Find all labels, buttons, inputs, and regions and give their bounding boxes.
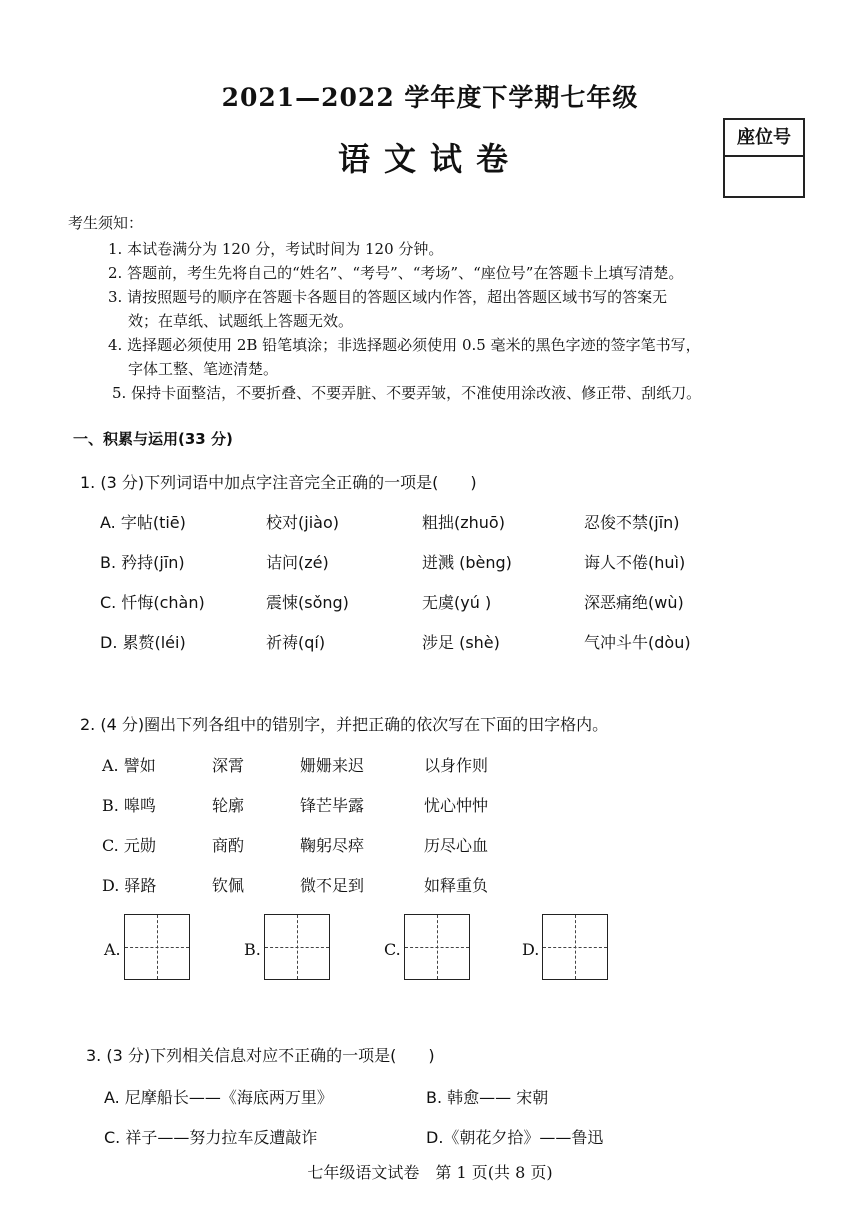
q1-option-d-word-4: 气冲斗牛(dòu) bbox=[584, 633, 691, 652]
q3-option-d: D.《朝花夕拾》——鲁迅 bbox=[426, 1128, 604, 1147]
q2-option-b-word-2: 轮廓 bbox=[212, 796, 245, 815]
question-2-stem: 2. (4 分)圈出下列各组中的错别字，并把正确的依次写在下面的田字格内。 bbox=[80, 715, 609, 734]
exam-title-year: 2021—2022 学年度下学期七年级 bbox=[221, 83, 639, 112]
q2-option-d-word-1: D. 驿路 bbox=[102, 876, 157, 895]
notice-title: 考生须知： bbox=[68, 214, 144, 232]
q1-option-b-word-2: 诘问(zé) bbox=[266, 553, 329, 572]
page-footer: 七年级语文试卷 第 1 页(共 8 页) bbox=[307, 1163, 553, 1182]
notice-item: 3. 请按照题号的顺序在答题卡各题目的答题区域内作答，超出答题区域书写的答案无 bbox=[108, 288, 668, 306]
q2-option-d-word-3: 微不足到 bbox=[300, 876, 365, 895]
question-3-stem: 3. (3 分)下列相关信息对应不正确的一项是( ) bbox=[86, 1046, 435, 1065]
q2-option-c-word-3: 鞠躬尽瘁 bbox=[300, 836, 365, 855]
q1-option-d-word-3: 涉足 (shè) bbox=[422, 633, 500, 652]
q1-option-a-word-3: 粗拙(zhuō) bbox=[422, 513, 505, 532]
grid-label-a: A. bbox=[104, 940, 121, 959]
tianzi-grid-b[interactable] bbox=[264, 914, 330, 980]
q2-option-d-word-2: 钦佩 bbox=[212, 876, 245, 895]
q3-option-a: A. 尼摩船长——《海底两万里》 bbox=[104, 1088, 333, 1107]
q2-option-b-word-4: 忧心忡忡 bbox=[424, 796, 489, 815]
notice-item: 1. 本试卷满分为 120 分，考试时间为 120 分钟。 bbox=[108, 240, 444, 258]
q3-option-c: C. 祥子——努力拉车反遭敲诈 bbox=[104, 1128, 318, 1147]
q2-option-a-word-4: 以身作则 bbox=[424, 756, 489, 775]
tianzi-grid-d[interactable] bbox=[542, 914, 608, 980]
q1-option-b-word-4: 诲人不倦(huì) bbox=[584, 553, 686, 572]
q1-option-a-word-1: A. 字帖(tiē) bbox=[100, 513, 186, 532]
exam-title-subject: 语文试卷 bbox=[337, 140, 522, 178]
question-1-stem: 1. (3 分)下列词语中加点字注音完全正确的一项是( ) bbox=[80, 473, 477, 492]
notice-item: 2. 答题前，考生先将自己的“姓名”、“考号”、“考场”、“座位号”在答题卡上填写清楚。 bbox=[108, 264, 684, 282]
tianzi-grid-a[interactable] bbox=[124, 914, 190, 980]
grid-label-b: B. bbox=[244, 940, 261, 959]
notice-item: 4. 选择题必须使用 2B 铅笔填涂；非选择题必须使用 0.5 毫米的黑色字迹的签字笔书写， bbox=[108, 336, 701, 354]
section-heading: 一、积累与运用(33 分) bbox=[73, 430, 233, 448]
q1-option-b-word-1: B. 矜持(jīn) bbox=[100, 553, 185, 572]
q1-option-c-word-2: 震悚(sǒng) bbox=[266, 593, 349, 612]
q2-option-a-word-2: 深霄 bbox=[212, 756, 245, 775]
q2-option-c-word-4: 历尽心血 bbox=[424, 836, 489, 855]
q2-option-b-word-3: 锋芒毕露 bbox=[300, 796, 365, 815]
notice-item: 5. 保持卡面整洁，不要折叠、不要弄脏、不要弄皱，不准使用涂改液、修正带、刮纸刀。 bbox=[112, 384, 702, 402]
grid-label-c: C. bbox=[384, 940, 401, 959]
notice-item-continued: 字体工整、笔迹清楚。 bbox=[128, 360, 279, 378]
q3-option-b: B. 韩愈—— 宋朝 bbox=[426, 1088, 549, 1107]
q2-option-c-word-2: 商酌 bbox=[212, 836, 245, 855]
q1-option-c-word-4: 深恶痛绝(wù) bbox=[584, 593, 684, 612]
q1-option-c-word-3: 无虞(yú ) bbox=[422, 593, 492, 612]
q1-option-c-word-1: C. 忏悔(chàn) bbox=[100, 593, 205, 612]
q2-option-a-word-1: A. 譬如 bbox=[102, 756, 156, 775]
q1-option-d-word-2: 祈祷(qí) bbox=[266, 633, 326, 652]
q2-option-b-word-1: B. 嗥鸣 bbox=[102, 796, 156, 815]
q2-option-c-word-1: C. 元勋 bbox=[102, 836, 156, 855]
tianzi-grid-c[interactable] bbox=[404, 914, 470, 980]
q2-option-a-word-3: 姗姗来迟 bbox=[300, 756, 365, 775]
q2-option-d-word-4: 如释重负 bbox=[424, 876, 489, 895]
grid-label-d: D. bbox=[522, 940, 540, 959]
q1-option-a-word-4: 忍俊不禁(jīn) bbox=[584, 513, 680, 532]
q1-option-d-word-1: D. 累赘(léi) bbox=[100, 633, 186, 652]
seat-number-box bbox=[723, 118, 805, 198]
seat-number-label: 座位号 bbox=[725, 120, 803, 157]
q1-option-b-word-3: 迸溅 (bèng) bbox=[422, 553, 512, 572]
q1-option-a-word-2: 校对(jiào) bbox=[266, 513, 339, 532]
notice-item-continued: 效；在草纸、试题纸上答题无效。 bbox=[128, 312, 354, 330]
